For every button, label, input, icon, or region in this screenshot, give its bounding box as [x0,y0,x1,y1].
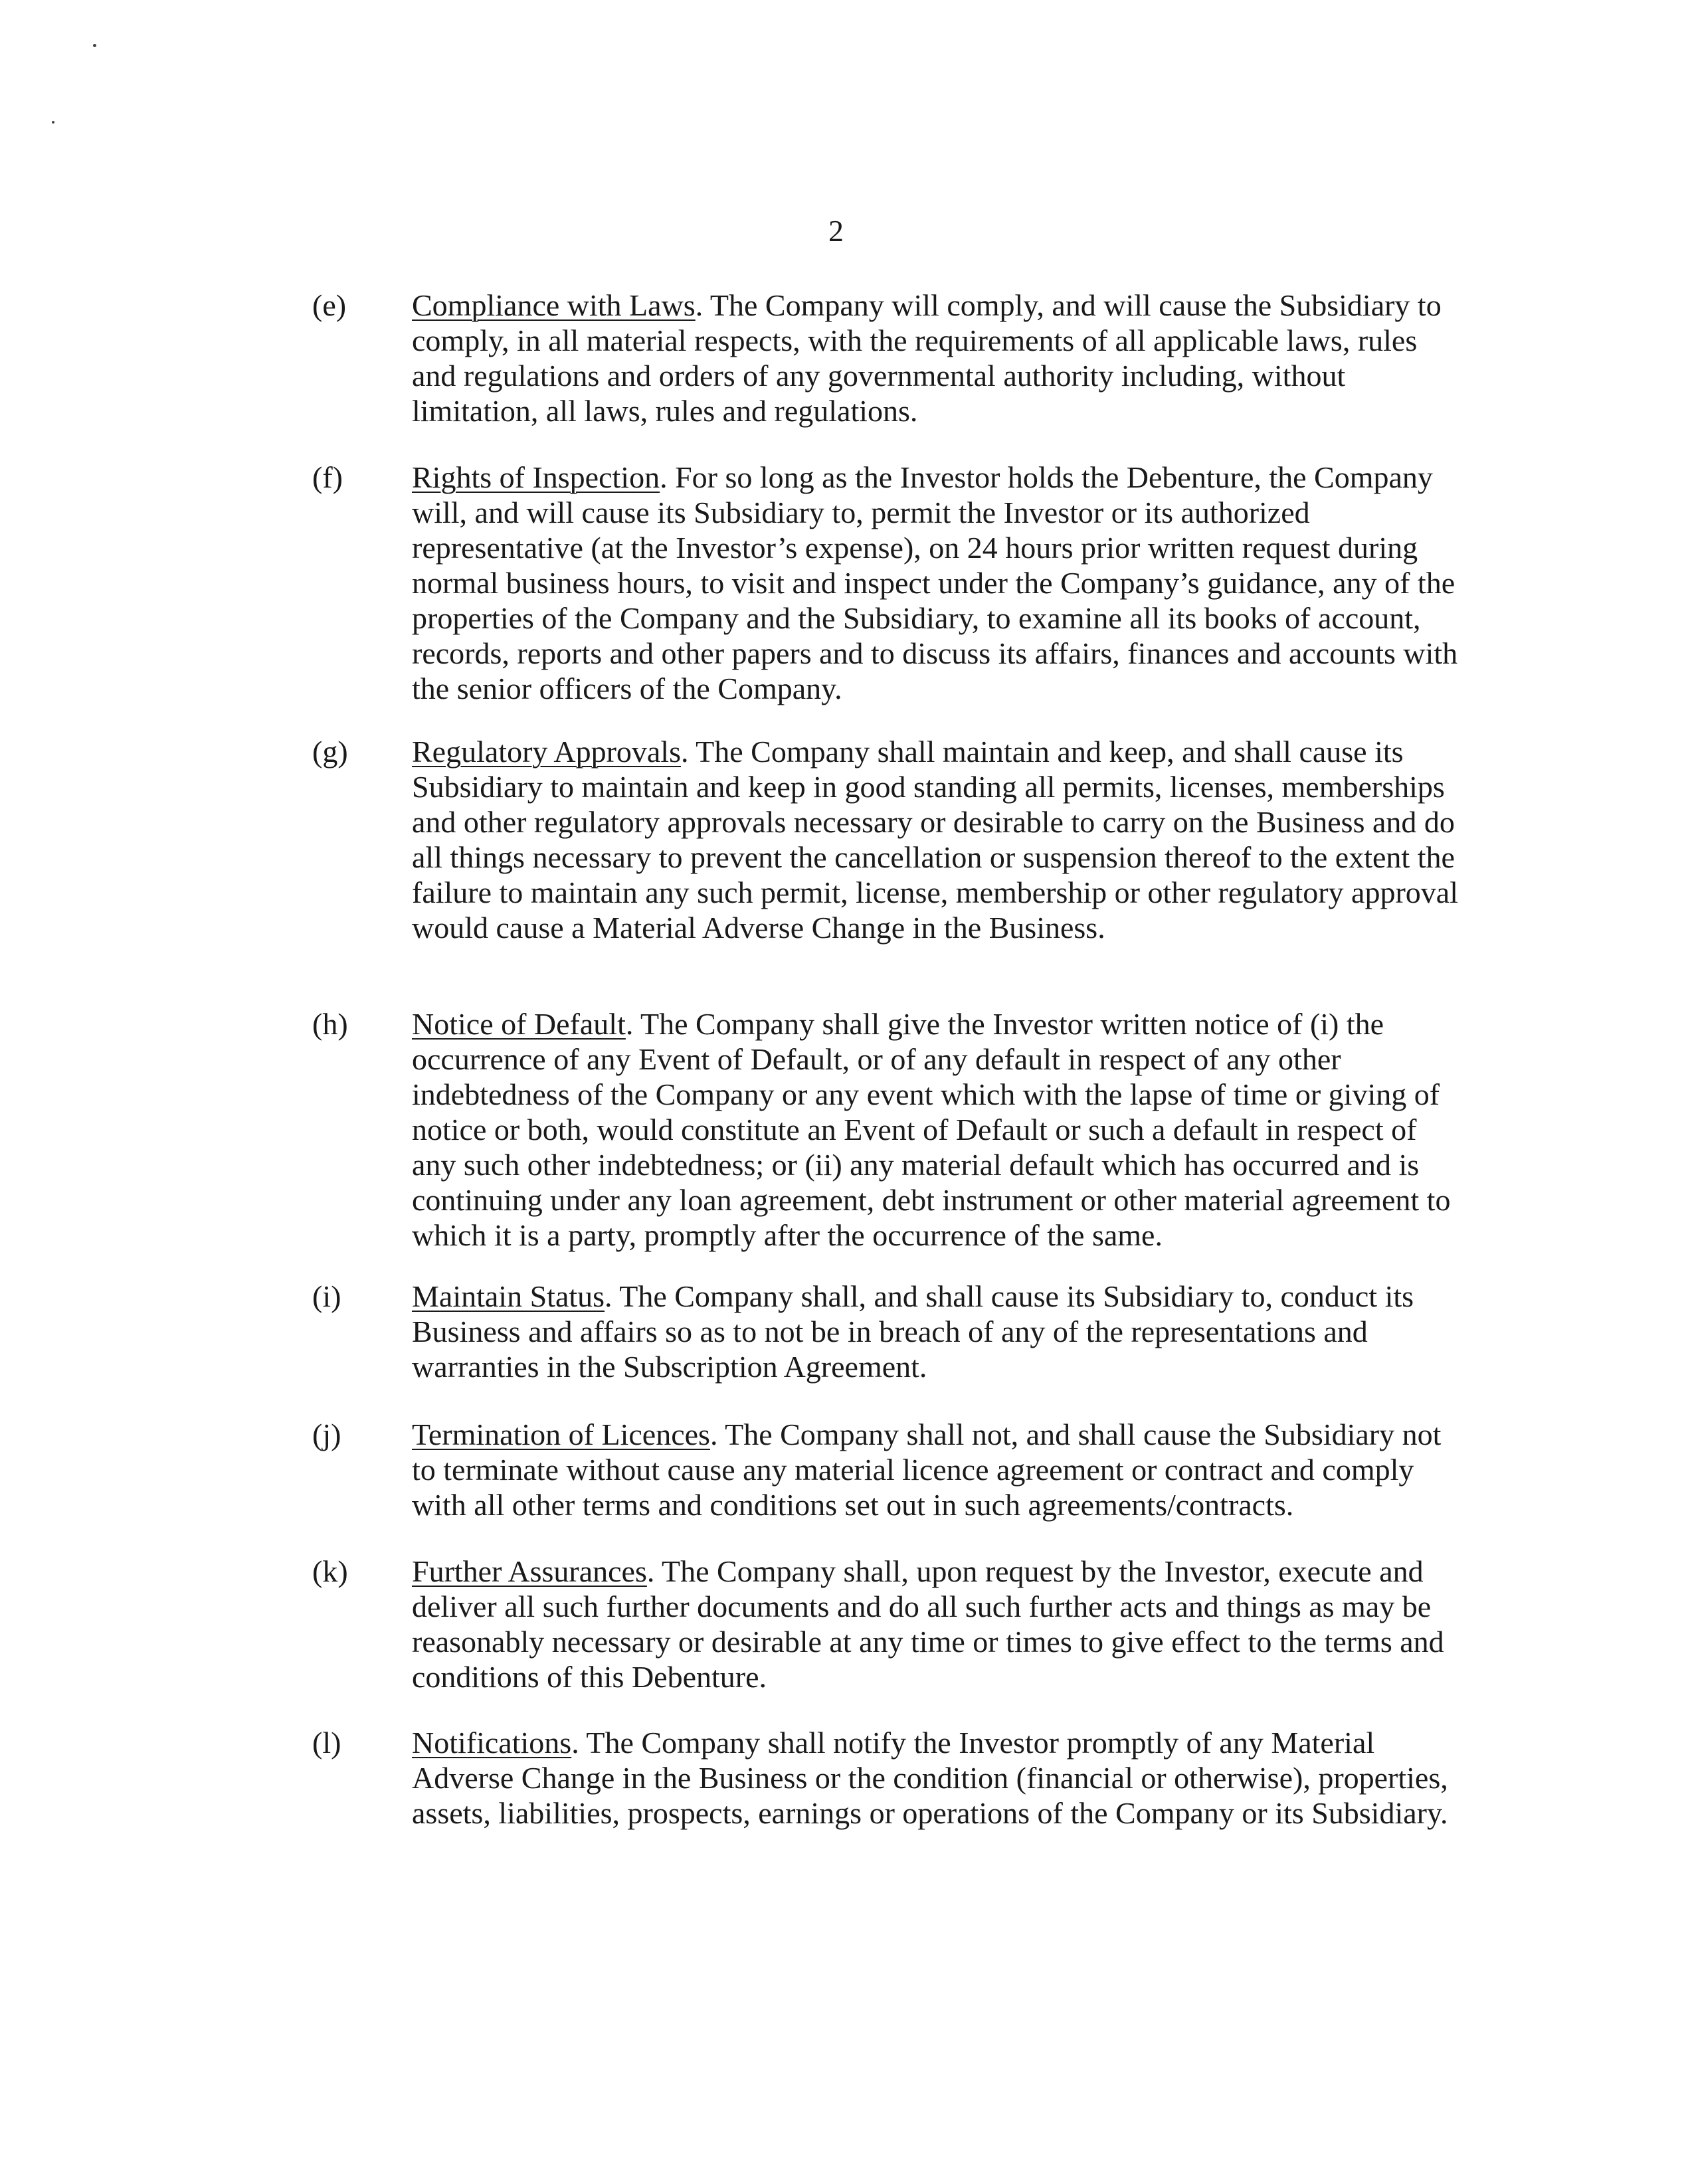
clause-body [412,460,1461,706]
clause-text: . The Company shall notify the Investor promptly of any Material Adverse Change in the Business or the condition (financial or otherwise), properties, assets, liabilities, prospects, earnings or operations of the Company or its Subsidiary. [412,1726,1448,1830]
clause-heading: Notifications [412,1726,572,1760]
clause-body [412,288,1461,428]
clause-heading: Termination of Licences [412,1417,710,1451]
clause-heading: Compliance with Laws [412,288,696,322]
clause-heading: Rights of Inspection [412,460,660,494]
clause-body [412,1725,1461,1831]
clause-body [412,1554,1461,1694]
clause-heading: Notice of Default [412,1007,626,1041]
clause-text: . The Company shall give the Investor written notice of (i) the occurrence of any Event of Default, or of any default in respect of any other indebtedness of the Company or any event which with the lapse of time or giving of notice or both, would constitute an Event of Default or such a default in respect of any such other indebtedness; or (ii) any material default which has occurred and is continuing under any loan agreement, debt instrument or other material agreement to which it is a party, promptly after the occurrence of the same. [412,1007,1451,1252]
clause-letter: (k) [312,1554,348,1588]
clause-text: . For so long as the Investor holds the Debenture, the Company will, and will cause its Subsidiary to, permit the Investor or its authorized representative (at the Investor’s expense), on 24 hours prior written request during normal business hours, to visit and inspect under the Company’s guidance, any of the properties of the Company and the Subsidiary, to examine all its books of account, records, reports and other papers and to discuss its affairs, finances and accounts with the senior officers of the Company. [412,460,1458,705]
clause-heading: Further Assurances [412,1554,647,1588]
clause-body [412,1417,1461,1522]
clause-body [412,1279,1461,1384]
clause-heading: Regulatory Approvals [412,735,681,769]
clause-letter: (i) [312,1279,341,1313]
clause-body [412,734,1461,945]
clause-body [412,1006,1461,1253]
page-number: 2 [828,214,844,248]
clause-letter: (g) [312,735,348,769]
clause-text: . The Company shall not, and shall cause the Subsidiary not to terminate without cause any material licence agreement or contract and comply with all other terms and conditions set out in such agreements/contracts. [412,1417,1442,1522]
clause-letter: (f) [312,460,343,494]
clause-letter: (l) [312,1726,341,1760]
clause-heading: Maintain Status [412,1279,605,1313]
clause-letter: (h) [312,1007,348,1041]
clause-text: . The Company shall, upon request by the Investor, execute and deliver all such further documents and do all such further acts and things as may be reasonably necessary or desirable at any time or times to give effect to the terms and conditions of this Debenture. [412,1554,1444,1694]
clause-text: . The Company shall maintain and keep, and shall cause its Subsidiary to maintain and keep in good standing all permits, licenses, memberships and other regulatory approvals necessary or desirable to carry on the Business and do all things necessary to prevent the cancellation or suspension thereof to the extent the failure to maintain any such permit, license, membership or other regulatory approval would cause a Material Adverse Change in the Business. [412,735,1458,945]
clause-letter: (j) [312,1417,341,1451]
clause-text: . The Company will comply, and will cause the Subsidiary to comply, in all material respects, with the requirements of all applicable laws, rules and regulations and orders of any governmental authority including, without limitation, all laws, rules and regulations. [412,288,1442,428]
clause-text: . The Company shall, and shall cause its Subsidiary to, conduct its Business and affairs so as to not be in breach of any of the representations and warranties in the Subscription Agreement. [412,1279,1414,1384]
clause-letter: (e) [312,288,347,322]
